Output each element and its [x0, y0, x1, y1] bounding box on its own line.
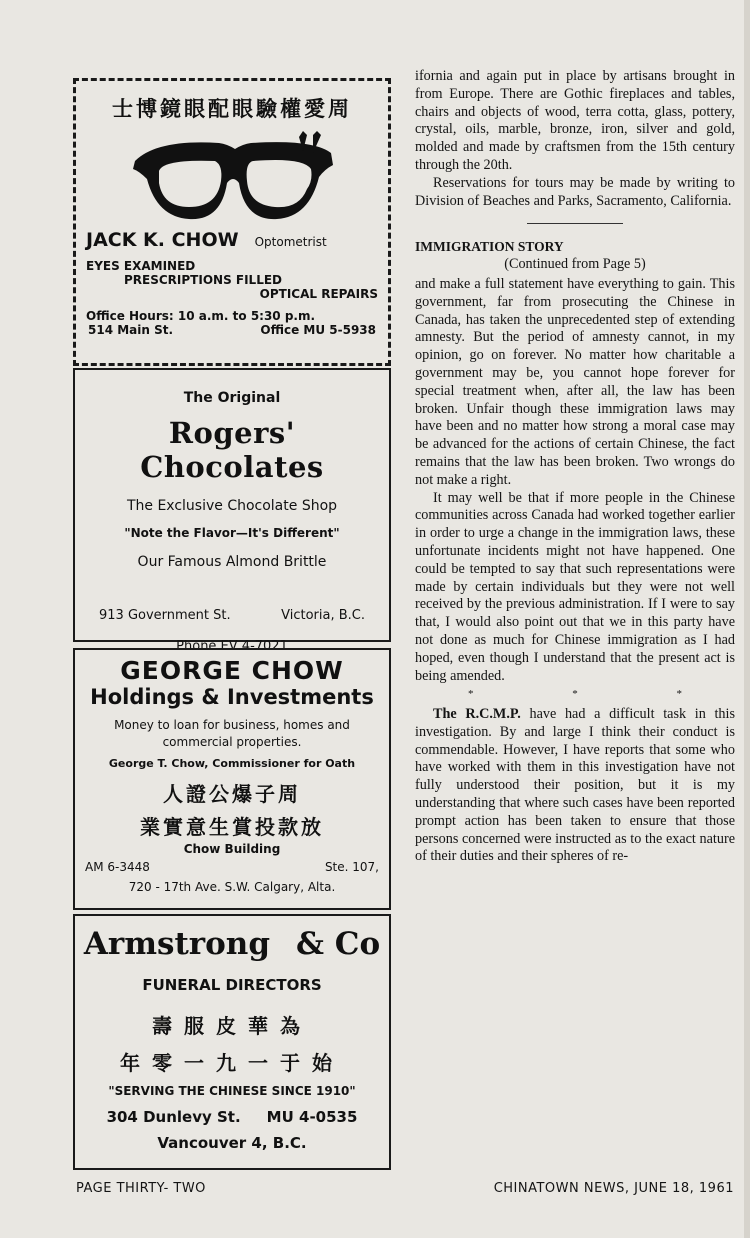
george-suite: Ste. 107, [324, 860, 379, 874]
chocolates-tagline: The Exclusive Chocolate Shop [126, 498, 338, 514]
armstrong-chinese-line-2: 年零一九一于始 [120, 1051, 344, 1075]
article-continued-note: (Continued from Page 5) [504, 256, 646, 273]
chocolates-city: Victoria, B.C. [281, 608, 365, 623]
armstrong-phone: MU 4-0535 [266, 1108, 358, 1126]
chocolates-location-row [75, 608, 389, 623]
george-subtitle: Holdings & Investments [90, 685, 374, 709]
publication-line: CHINATOWN NEWS, JUNE 18, 1961 [493, 1181, 734, 1196]
asterism-divider: * * * [468, 688, 730, 701]
service-eyes-examined: EYES EXAMINED [86, 259, 196, 273]
article-paragraph: and make a full statement have everything to gain. This government, far from prosecuting the Chinese in Canada, has taken the unprecedented step of extending amnesty. But the period of amnesty cannot, in my opinion, go on forever. No matter how charitable a government may be, you cannot hope forever for special treatment when, after all, the law has been broken. Unfair though these immigration laws may have been and no matter how strong a moral case may be advanced for the actions of certain Chinese, the fact remains that the law has been broken. Two wrongs do not make a right. [415, 275, 735, 488]
optometrist-name-row [86, 229, 378, 251]
chocolates-slogan: "Note the Flavor—It's Different" [124, 526, 340, 540]
george-chow-ad [73, 648, 391, 910]
chocolates-product: Our Famous Almond Brittle [137, 554, 327, 570]
article-paragraph: It may well be that if more people in the Chinese communities across Canada had worked together earlier in order to urge a change in the immigration laws, these unfortunate incidents might not have happened. One could be tempted to say that such representations were made by certain individuals but they were not well received by the previous administration. If I were to say that, I would also point out that we in this party have not done as much for Chinese immigration as I had hoped, even though I understand that the present act is being amended. [415, 489, 735, 684]
armstrong-city: Vancouver 4, B.C. [157, 1134, 307, 1152]
armstrong-ad [73, 914, 391, 1170]
funeral-directors: FUNERAL DIRECTORS [142, 976, 322, 994]
armstrong-contact-row [75, 1108, 389, 1126]
chocolates-ad [73, 368, 391, 654]
armstrong-name-row [75, 926, 389, 962]
armstrong-address: 304 Dunlevy St. [106, 1108, 241, 1126]
chocolates-original: The Original [183, 390, 281, 406]
george-money-text: Money to loan for business, homes and commercial properties. [114, 718, 350, 749]
service-prescriptions: PRESCRIPTIONS FILLED [124, 273, 283, 287]
section-divider [527, 223, 623, 224]
article-column [415, 68, 735, 866]
chocolates-brand: Rogers' Chocolates [140, 416, 324, 484]
optometrist-name: JACK K. CHOW [86, 229, 239, 251]
george-chinese-line-2: 業實意生賞投款放 [140, 815, 324, 839]
optometrist-role: Optometrist [254, 235, 327, 249]
article-paragraph-text: have had a difficult task in this investigation. By and large I think their conduct is commendable. However, I have reports that some who have worked with them in this investigation have not fully understood their position, but it is my understanding that where such cases have been reported prompt action has been taken to ensure that those persons concerned were instructed as to the exact nature of their duties and their spheres of re- [415, 706, 735, 865]
george-chinese-line-1: 人證公爆子周 [163, 782, 301, 806]
article-paragraph: Reservations for tours may be made by writing to Division of Beaches and Parks, Sacramento, California. [415, 174, 735, 209]
george-address: 720 - 17th Ave. S.W. Calgary, Alta. [128, 880, 336, 894]
george-phone: AM 6-3448 [85, 860, 150, 874]
optometrist-phone: Office MU 5-5938 [260, 323, 376, 337]
chocolates-address: 913 Government St. [99, 608, 231, 623]
page-number: PAGE THIRTY- TWO [76, 1181, 206, 1196]
armstrong-serving: "SERVING THE CHINESE SINCE 1910" [108, 1084, 356, 1098]
armstrong-co: & Co [296, 926, 381, 962]
eyeglasses-icon [127, 131, 337, 227]
page-edge [744, 0, 750, 1238]
office-hours: Office Hours: 10 a.m. to 5:30 p.m. [86, 309, 316, 323]
george-title: GEORGE CHOW [120, 656, 344, 685]
george-building: Chow Building [183, 842, 281, 856]
optometrist-contact-row [86, 323, 378, 337]
article-paragraph: ifornia and again put in place by artisans brought in from Europe. There are Gothic fireplaces and tables, chairs and objects of wood, terra cotta, glass, pottery, crystal, oils, marble, bronze, iron, silver and gold, molded and made by craftsmen from the 15th century through the 20th. [415, 68, 735, 173]
armstrong-name: Armstrong [83, 926, 271, 962]
optometrist-chinese-name: 士博鏡眼配眼驗權愛周 [112, 97, 352, 121]
optometrist-address: 514 Main St. [88, 323, 174, 337]
george-contact-row [75, 860, 389, 874]
optometrist-ad [73, 78, 391, 366]
george-commissioner: George T. Chow, Commissioner for Oath [108, 757, 356, 770]
armstrong-chinese-line-1: 壽服皮華為 [152, 1014, 312, 1038]
service-optical-repairs: OPTICAL REPAIRS [259, 287, 378, 301]
article-heading: IMMIGRATION STORY [415, 239, 564, 255]
chocolates-phone: Phone EV 4-7021 [176, 639, 288, 654]
article-paragraph [415, 706, 735, 866]
rcmp-lead: The R.C.M.P. [433, 706, 521, 723]
